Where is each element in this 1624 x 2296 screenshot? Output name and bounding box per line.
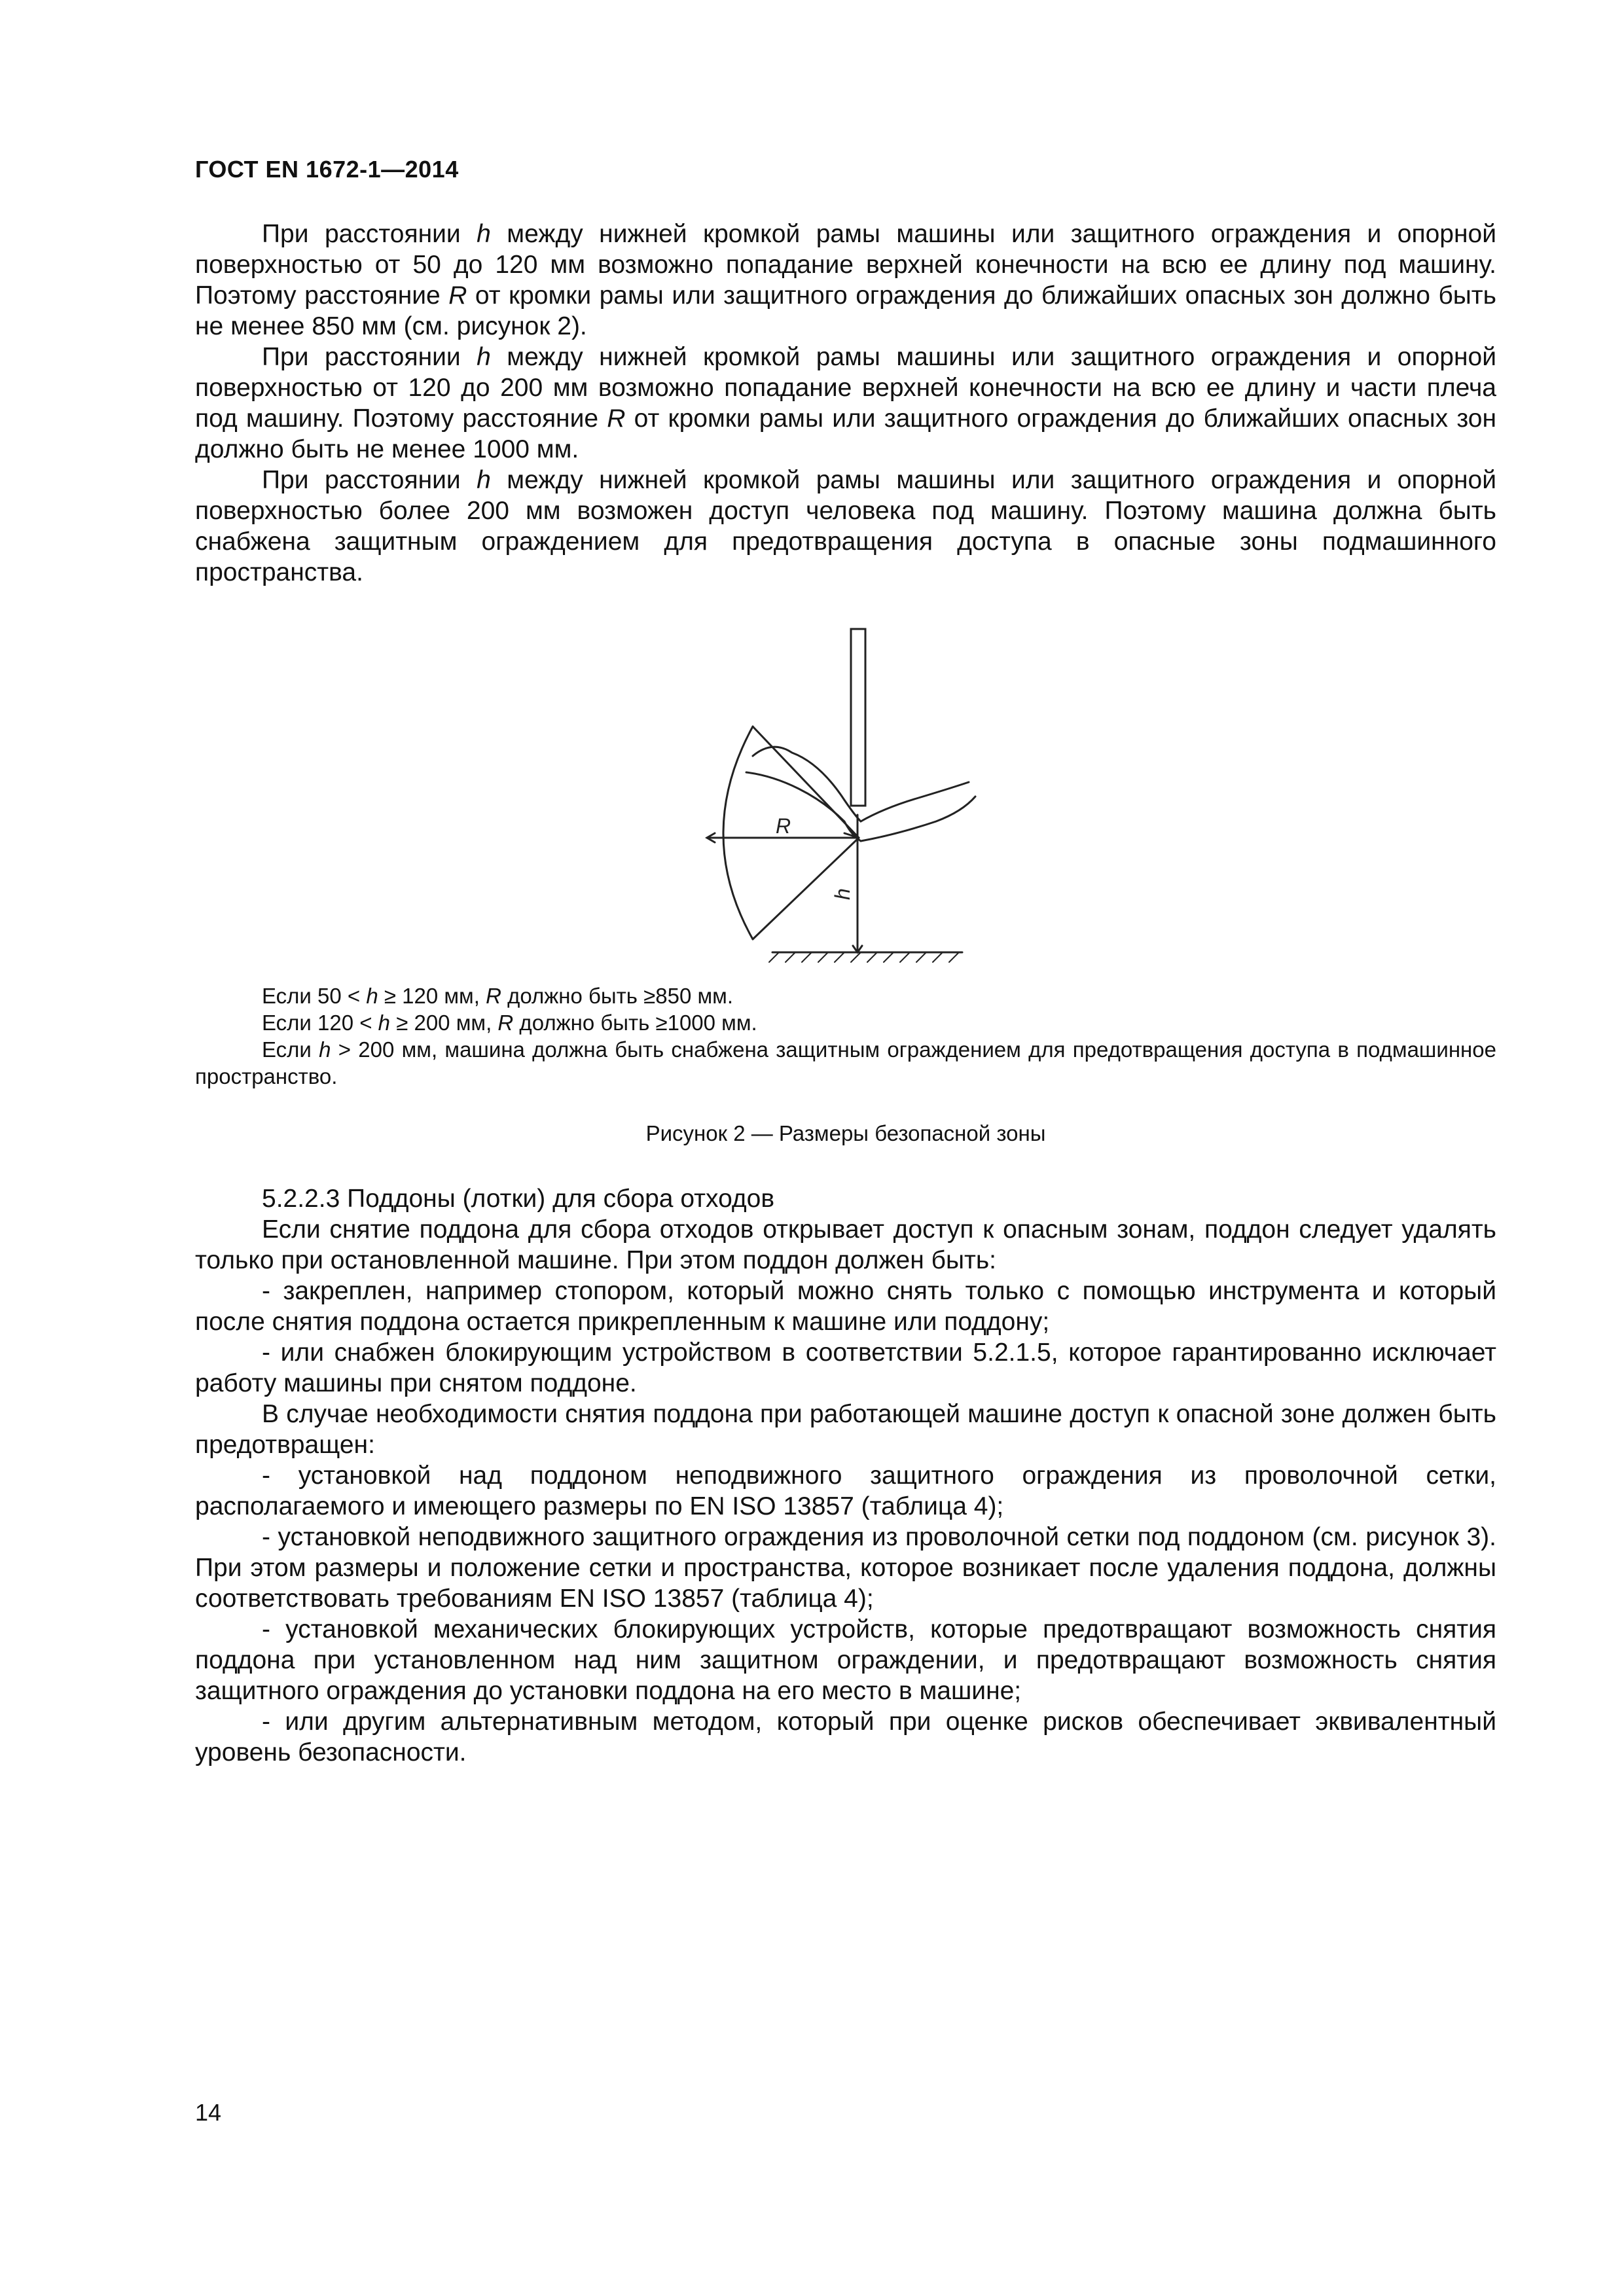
- section-paragraph: В случае необходимости снятия поддона при работающей машине доступ к опасной зоне должен быть предотвращен:: [195, 1400, 1496, 1459]
- figure-note-1: Если 50 < h ≥ 120 мм, R должно быть ≥850 мм.: [262, 984, 734, 1008]
- page-number: 14: [195, 2099, 222, 2126]
- machine-frame: [851, 629, 865, 806]
- figure-caption: Рисунок 2 — Размеры безопасной зоны: [645, 1121, 1046, 1145]
- paragraph-3: При расстоянии h между нижней кромкой рамы машины или защитного ограждения и опорной поверхностью более 200 мм возможен доступ человека под машину. Поэтому машина должна быть снабжена защитным ограждением для предотвращения доступа в опасные зоны подмашинного пространства.: [195, 466, 1496, 586]
- label-h: h: [831, 888, 854, 900]
- figure-note-3: Если h > 200 мм, машина должна быть снабжена защитным ограждением для предотвращения доступа в подмашинное пространство.: [195, 1037, 1496, 1088]
- floor-hatching: [769, 952, 959, 962]
- section-paragraph: - закреплен, например стопором, который можно снять только с помощью инструмента и который после снятия поддона остается прикрепленным к машине или поддону;: [195, 1277, 1496, 1336]
- section-5-2-2-3: [195, 1183, 1496, 1768]
- paragraph-2: При расстоянии h между нижней кромкой рамы машины или защитного ограждения и опорной поверхностью от 120 до 200 мм возможно попадание верхней конечности на всю ее длину и части плеча под машину. Поэтому расстояние R от кромки рамы или защитного ограждения до ближайших опасных зон должно быть не менее 1000 мм.: [195, 343, 1496, 463]
- section-paragraph: - установкой неподвижного защитного ограждения из проволочной сетки под поддоном (см. рисунок 3). При этом размеры и положение сетки и пространства, которое возникает после удаления поддона, должны соответствовать требованиям EN ISO 13857 (таблица 4);: [195, 1523, 1496, 1613]
- intro-paragraphs: [195, 219, 1496, 588]
- standard-header: ГОСТ EN 1672-1—2014: [195, 156, 459, 183]
- section-heading: 5.2.2.3 Поддоны (лотки) для сбора отходов: [262, 1185, 775, 1213]
- section-paragraph: - установкой над поддоном неподвижного защитного ограждения из проволочной сетки, располагаемого и имеющего размеры по EN ISO 13857 (таблица 4);: [195, 1462, 1496, 1520]
- safety-zone-figure: [687, 625, 1054, 972]
- figure-note-2: Если 120 < h ≥ 200 мм, R должно быть ≥1000 мм.: [262, 1011, 757, 1035]
- section-paragraph: - или снабжен блокирующим устройством в соответствии 5.2.1.5, которое гарантированно исключает работу машины при снятом поддоне.: [195, 1338, 1496, 1397]
- section-paragraph: - установкой механических блокирующих устройств, которые предотвращают возможность снятия поддона при установленном над ним защитном ограждении, и предотвращают возможность снятия защитного ограждения до установки поддона на его место в машине;: [195, 1615, 1496, 1705]
- figure-notes: [195, 982, 1496, 1090]
- section-paragraph: Если снятие поддона для сбора отходов открывает доступ к опасным зонам, поддон следует удалять только при остановленной машине. При этом поддон должен быть:: [195, 1215, 1496, 1274]
- label-R: R: [776, 814, 791, 838]
- paragraph-1: При расстоянии h между нижней кромкой рамы машины или защитного ограждения и опорной поверхностью от 50 до 120 мм возможно попадание верхней конечности на всю ее длину под машину. Поэтому расстояние R от кромки рамы или защитного ограждения до ближайших опасных зон должно быть не менее 850 мм (см. рисунок 2).: [195, 220, 1496, 340]
- section-paragraph: - или другим альтернативным методом, который при оценке рисков обеспечивает эквивалентный уровень безопасности.: [195, 1708, 1496, 1767]
- reach-arc: [723, 726, 753, 939]
- arm-outline: [861, 782, 969, 821]
